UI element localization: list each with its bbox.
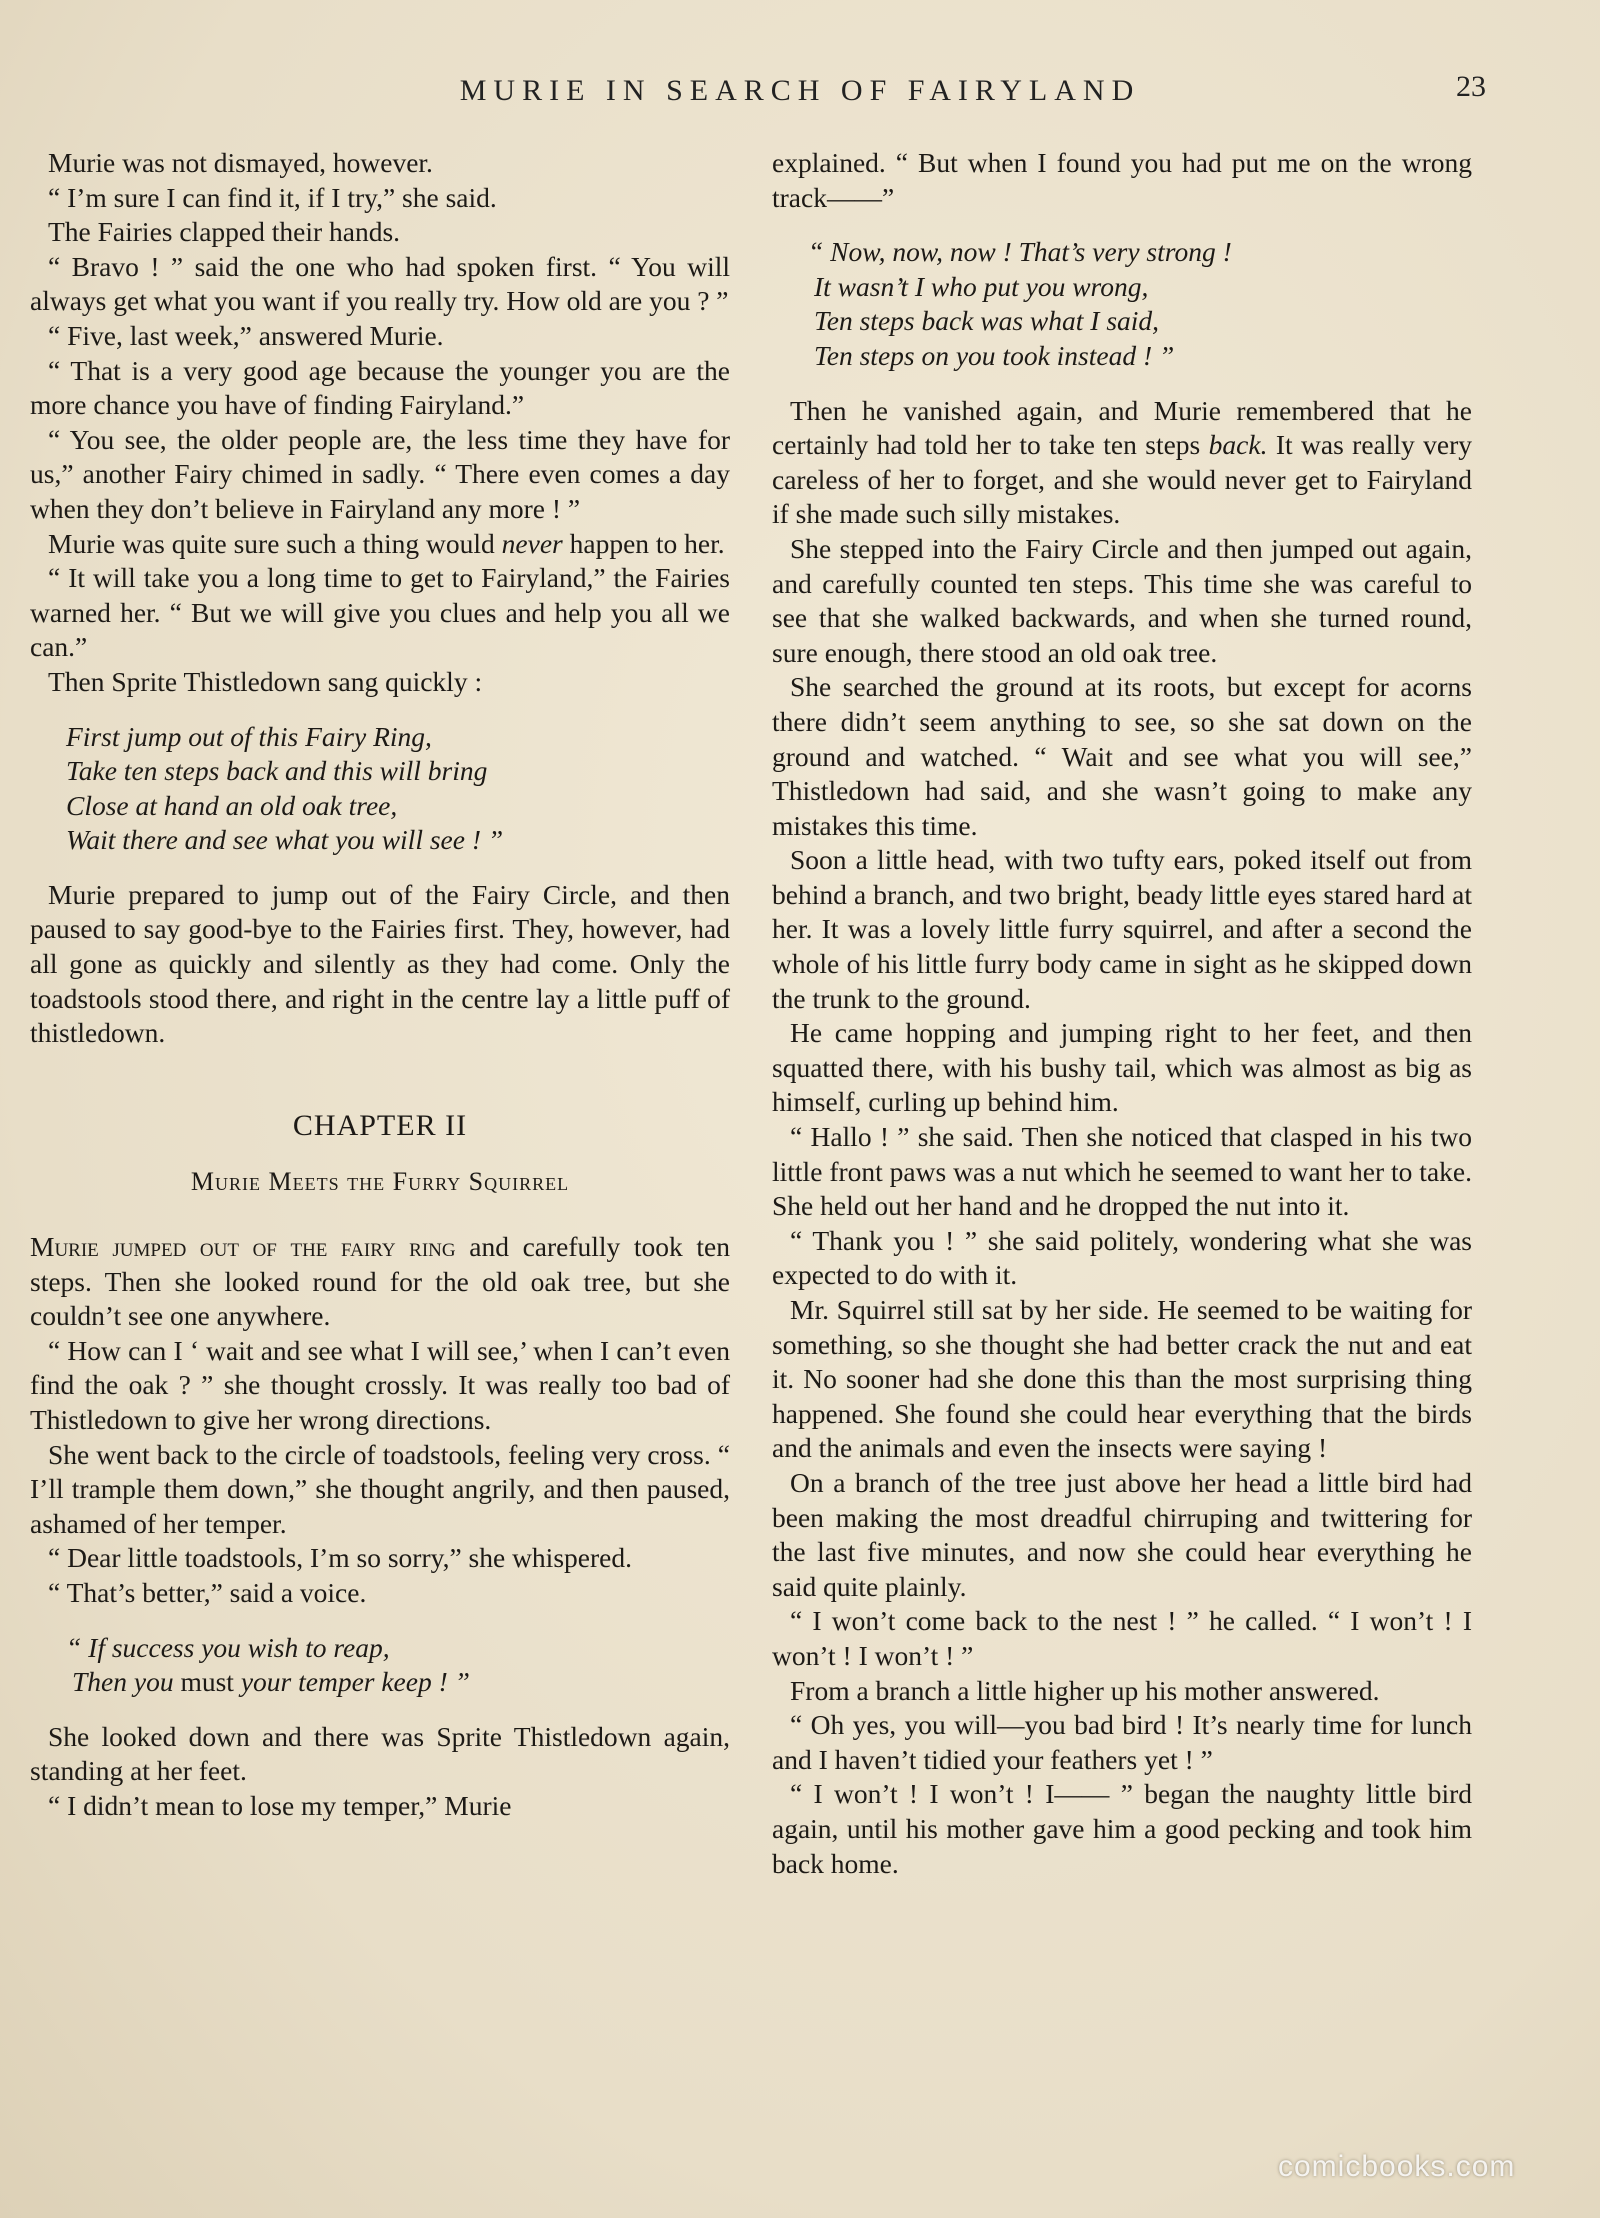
emphasis: never <box>501 527 563 559</box>
chapter-title: CHAPTER II <box>292 1108 468 1142</box>
paragraph: “ Bravo ! ” said the one who had spoken first. “ You will always get what you want if you really try. How old are you ? ” <box>30 250 730 317</box>
verse-line: Ten steps back was what I said, <box>814 305 1160 337</box>
paragraph: From a branch a little higher up his mother answered. <box>790 1674 1380 1706</box>
paragraph <box>30 527 730 562</box>
paragraph: “ It will take you a long time to get to Fairyland,” the Fairies warned her. “ But we will give you clues and help you all we can.” <box>30 562 730 663</box>
running-head: MURIE IN SEARCH OF FAIRYLAND <box>459 74 1141 107</box>
paragraph: The Fairies clapped their hands. <box>48 216 401 248</box>
paragraph: On a branch of the tree just above her head a little bird had been making the most dreadful chirruping and twittering for the last five minutes, and now she could hear everything he said quite plainly. <box>772 1466 1472 1602</box>
fairy-verse <box>66 1631 730 1700</box>
text-run: Then you <box>72 1666 174 1698</box>
verse-line: Wait there and see what you will see ! ” <box>66 824 504 856</box>
chapter-subtitle: Murie Meets the Furry Squirrel <box>190 1167 570 1197</box>
text-run: happen to her. <box>569 527 725 559</box>
paragraph: Mr. Squirrel still sat by her side. He seemed to be waiting for something, so she thought she had better crack the nut and eat it. No sooner had she done this than the most surprising thing happened. She found she could hear everything that the birds and the animals and even the insects were saying ! <box>772 1294 1472 1464</box>
source-watermark: comicbooks.com <box>1278 2150 1516 2183</box>
paragraph: explained. “ But when I found you had put me on the wrong track——” <box>772 147 1472 213</box>
lead-in-caps: Murie jumped out of the fairy ring <box>30 1231 456 1263</box>
text-run: Then he vanished again, and Murie remembered that he certainly had told her to take ten steps <box>772 394 1472 461</box>
text-run: your temper keep ! ” <box>240 1666 470 1698</box>
fairy-verse <box>66 720 730 858</box>
paragraph: “ That’s better,” said a voice. <box>48 1576 367 1608</box>
verse-line <box>66 1665 730 1700</box>
verse-line: First jump out of this Fairy Ring, <box>66 720 432 752</box>
paragraph: “ You see, the older people are, the less time they have for us,” another Fairy chimed in sadly. “ There even comes a day when they don’t believe in Fairyland any more ! ” <box>30 423 730 524</box>
emphasis: back. <box>1208 429 1268 461</box>
paragraph: “ That is a very good age because the younger you are the more chance you have of finding Fairyland.” <box>30 354 730 421</box>
paragraph: “ Five, last week,” answered Murie. <box>48 319 444 351</box>
paragraph: Soon a little head, with two tufty ears, poked itself out from behind a branch, and two bright, beady little eyes stared hard at her. It was a lovely little furry squirrel, and after a second the whole of his little furry body came in sight as he skipped down the trunk to the ground. <box>772 844 1472 1014</box>
text-run: and carefully took ten steps. Then she looked round for the old oak tree, but she couldn’t see one anywhere. <box>30 1231 731 1332</box>
text-run: It was really very careless of her to forget, and she would never get to Fairyland if she made such silly mistakes. <box>772 429 1473 530</box>
paragraph: “ Thank you ! ” she said politely, wondering what she was expected to do with it. <box>772 1224 1472 1291</box>
paragraph: She went back to the circle of toadstools, feeling very cross. “ I’ll trample them down,” she thought angrily, and then paused, ashamed of her temper. <box>30 1438 730 1539</box>
paragraph: “ I won’t ! I won’t ! I—— ” began the naughty little bird again, until his mother gave him a good pecking and took him back home. <box>772 1778 1472 1879</box>
paragraph: Murie was not dismayed, however. <box>48 147 433 178</box>
verse-line: Take ten steps back and this will bring <box>66 755 488 787</box>
verse-line: “ Now, now, now ! That’s very strong ! <box>808 236 1232 268</box>
left-column <box>30 146 730 1824</box>
text-run: must <box>180 1666 234 1698</box>
page-number: 23 <box>1456 70 1486 103</box>
paragraph: She searched the ground at its roots, but except for acorns there didn’t seem anything to see, so she sat down on the ground and watched. “ Wait and see what you will see,” Thistledown had said, and she wasn’t going to make any mistakes this time. <box>772 671 1472 841</box>
paragraph: He came hopping and jumping right to her feet, and then squatted there, with his bushy tail, which was almost as big as himself, curling up behind him. <box>772 1017 1472 1118</box>
paragraph: “ Hallo ! ” she said. Then she noticed that clasped in his two little front paws was a nut which he seemed to want her to take. She held out her hand and he dropped the nut into it. <box>772 1121 1472 1222</box>
text-run: Murie was quite sure such a thing would <box>48 527 495 559</box>
verse-line: Ten steps on you took instead ! ” <box>814 339 1175 371</box>
fairy-verse <box>808 235 1472 373</box>
paragraph: She stepped into the Fairy Circle and then jumped out again, and carefully counted ten steps. This time she was careful to see that she walked backwards, and when she turned round, sure enough, there stood an old oak tree. <box>772 532 1472 668</box>
paragraph: “ I didn’t mean to lose my temper,” Murie <box>48 1789 512 1821</box>
paragraph: “ Oh yes, you will—you bad bird ! It’s nearly time for lunch and I haven’t tidied your feathers yet ! ” <box>772 1709 1472 1775</box>
paragraph: “ Dear little toadstools, I’m so sorry,” she whispered. <box>48 1542 632 1574</box>
verse-line: Close at hand an old oak tree, <box>66 789 398 821</box>
right-column <box>772 146 1472 1881</box>
paragraph <box>30 1230 730 1334</box>
paragraph: She looked down and there was Sprite Thistledown again, standing at her feet. <box>30 1720 730 1787</box>
paragraph: Then Sprite Thistledown sang quickly : <box>48 665 483 697</box>
verse-line: “ If success you wish to reap, <box>66 1631 390 1663</box>
paragraph <box>772 394 1472 532</box>
verse-line: It wasn’t I who put you wrong, <box>814 270 1149 302</box>
paragraph: Murie prepared to jump out of the Fairy Circle, and then paused to say good-bye to the Fairies first. They, however, had all gone as quickly and silently as they had come. Only the toadstools stood there, and right in the centre lay a little puff of thistledown. <box>30 878 730 1049</box>
paragraph: “ I won’t come back to the nest ! ” he called. “ I won’t ! I won’t ! I won’t ! ” <box>772 1605 1472 1671</box>
paragraph: “ How can I ‘ wait and see what I will see,’ when I can’t even find the oak ? ” she thought crossly. It was really too bad of Thistledown to give her wrong directions. <box>30 1334 730 1435</box>
paragraph: “ I’m sure I can find it, if I try,” she said. <box>48 181 497 213</box>
